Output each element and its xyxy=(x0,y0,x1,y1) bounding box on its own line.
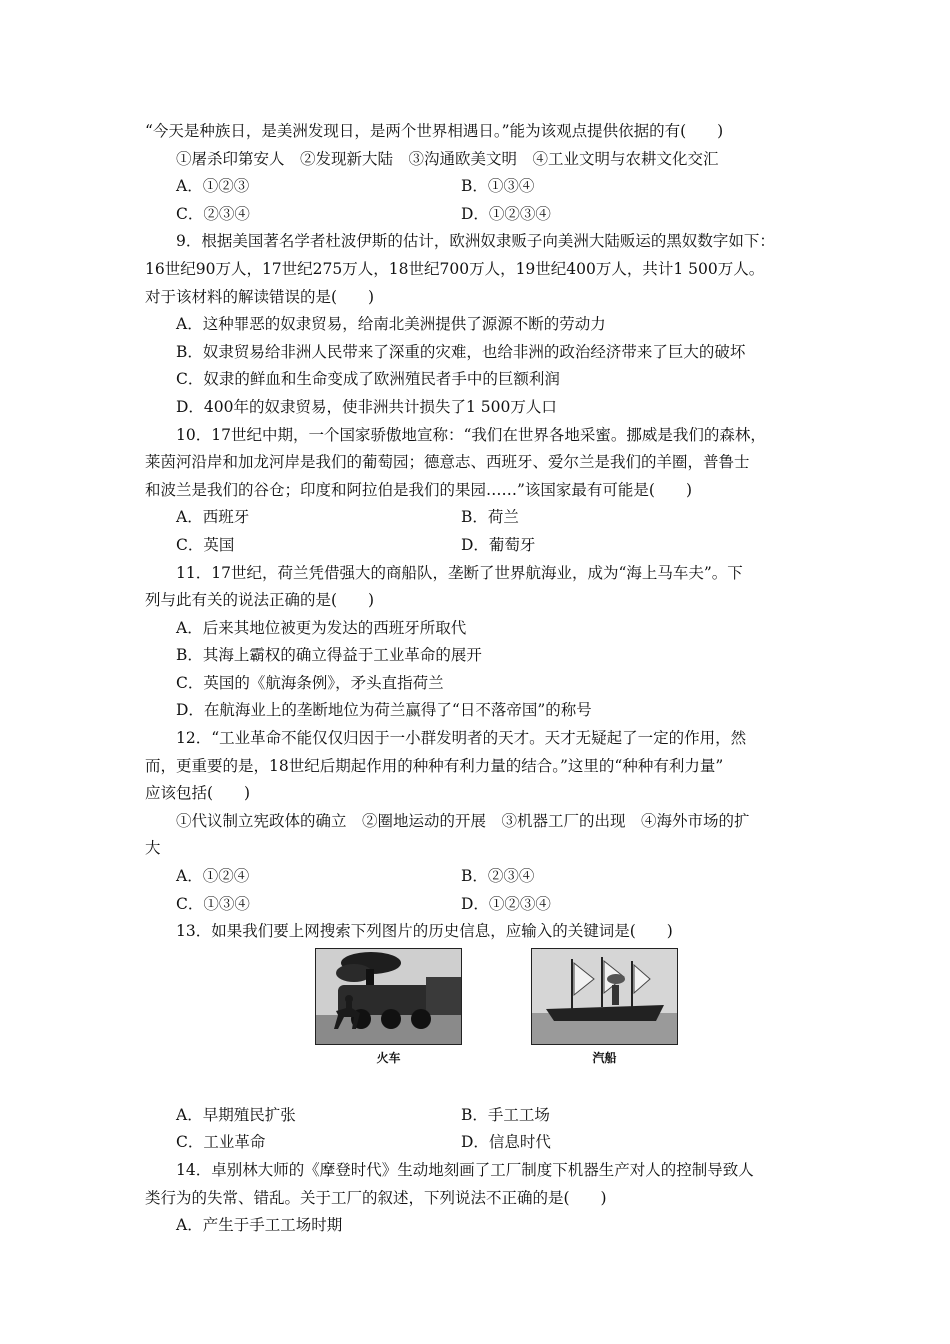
figure-caption-train: 火车 xyxy=(376,1050,401,1065)
q8-option-d[interactable]: D．①②③④ xyxy=(461,204,551,223)
q11-option-b[interactable]: B．其海上霸权的确立得益于工业革命的展开 xyxy=(176,646,482,665)
q13-stem: 13．如果我们要上网搜索下列图片的历史信息，应输入的关键词是( ) xyxy=(176,922,673,941)
q8-option-b[interactable]: B．①③④ xyxy=(461,177,535,196)
q8-options-row-1 xyxy=(145,173,815,201)
q8-option-c[interactable]: C．②③④ xyxy=(176,204,250,223)
q10-stem-line-2: 莱茵河沿岸和加龙河岸是我们的葡萄园；德意志、西班牙、爱尔兰是我们的羊圈，普鲁士 xyxy=(145,453,750,472)
q9-option-a[interactable]: A．这种罪恶的奴隶贸易，给南北美洲提供了源源不断的劳动力 xyxy=(176,315,606,334)
q9-option-c[interactable]: C．奴隶的鲜血和生命变成了欧洲殖民者手中的巨额利润 xyxy=(176,370,560,389)
q10-stem-line-1: 10．17世纪中期，一个国家骄傲地宣称：“我们在世界各地采蜜。挪威是我们的森林， xyxy=(176,425,766,444)
q10-option-b[interactable]: B．荷兰 xyxy=(461,508,519,527)
q13-option-a[interactable]: A．早期殖民扩张 xyxy=(176,1105,296,1124)
q13-options-row-2 xyxy=(145,1129,815,1157)
figure-caption-steamship: 汽船 xyxy=(592,1050,617,1065)
q12-stem-line-1: 12．“工业革命不能仅仅归因于一小群发明者的天才。天才无疑起了一定的作用，然 xyxy=(176,729,747,748)
q8-options-row-2 xyxy=(145,201,815,229)
q13-option-d[interactable]: D．信息时代 xyxy=(461,1133,551,1152)
q11-stem-line-2: 列与此有关的说法正确的是( ) xyxy=(145,591,375,610)
q12-options-row-1 xyxy=(145,863,815,891)
q10-option-d[interactable]: D．葡萄牙 xyxy=(461,535,536,554)
q12-items-line-2: 大 xyxy=(145,839,161,858)
q9-option-d[interactable]: D．400年的奴隶贸易，使非洲共计损失了1 500万人口 xyxy=(176,397,557,416)
q13-option-c[interactable]: C．工业革命 xyxy=(176,1133,266,1152)
q11-option-d[interactable]: D．在航海业上的垄断地位为荷兰赢得了“日不落帝国”的称号 xyxy=(176,701,592,720)
q12-option-d[interactable]: D．①②③④ xyxy=(461,894,551,913)
train-image xyxy=(315,948,462,1045)
q10-option-a[interactable]: A．西班牙 xyxy=(176,508,250,527)
q12-option-a[interactable]: A．①②④ xyxy=(176,867,250,886)
q12-option-c[interactable]: C．①③④ xyxy=(176,894,250,913)
q10-options-row-1 xyxy=(145,504,815,532)
question-page xyxy=(145,118,815,1240)
q10-options-row-2 xyxy=(145,532,815,560)
q12-stem-line-3: 应该包括( ) xyxy=(145,784,251,803)
q11-stem-line-1: 11．17世纪，荷兰凭借强大的商船队，垄断了世界航海业，成为“海上马车夫”。下 xyxy=(176,563,743,582)
q9-stem-line-3: 对于该材料的解读错误的是( ) xyxy=(145,287,375,306)
q11-option-c[interactable]: C．英国的《航海条例》，矛头直指荷兰 xyxy=(176,673,444,692)
q10-option-c[interactable]: C．英国 xyxy=(176,535,235,554)
q10-stem-line-3: 和波兰是我们的谷仓；印度和阿拉伯是我们的果园……”该国家最有可能是( ) xyxy=(145,480,693,499)
q9-stem-line-1: 9．根据美国著名学者杜波伊斯的估计，欧洲奴隶贩子向美洲大陆贩运的黑奴数字如下： xyxy=(176,232,775,251)
q12-option-b[interactable]: B．②③④ xyxy=(461,867,535,886)
figure-steamship xyxy=(531,948,678,1066)
q12-items-line-1: ①代议制立宪政体的确立 ②圈地运动的开展 ③机器工厂的出现 ④海外市场的扩 xyxy=(176,811,750,830)
q14-stem-line-2: 类行为的失常、错乱。关于工厂的叙述，下列说法不正确的是( ) xyxy=(145,1188,607,1207)
q13-option-b[interactable]: B．手工工场 xyxy=(461,1105,550,1124)
steamship-image xyxy=(531,948,678,1045)
q12-options-row-2 xyxy=(145,891,815,919)
q8-stem: “今天是种族日，是美洲发现日，是两个世界相遇日。”能为该观点提供依据的有( ) xyxy=(145,122,724,140)
q11-option-a[interactable]: A．后来其地位被更为发达的西班牙所取代 xyxy=(176,618,467,637)
q9-stem-line-2: 16世纪90万人，17世纪275万人，18世纪700万人，19世纪400万人，共计1 500万人。 xyxy=(145,259,765,278)
q14-option-a[interactable]: A．产生于手工工场时期 xyxy=(176,1216,343,1235)
q12-stem-line-2: 而，更重要的是，18世纪后期起作用的种种有利力量的结合。”这里的“种种有利力量” xyxy=(145,756,724,775)
q13-figures xyxy=(145,948,815,1098)
q14-stem-line-1: 14．卓别林大师的《摩登时代》生动地刻画了工厂制度下机器生产对人的控制导致人 xyxy=(176,1161,754,1179)
q9-option-b[interactable]: B．奴隶贸易给非洲人民带来了深重的灾难，也给非洲的政治经济带来了巨大的破坏 xyxy=(176,342,746,361)
q13-options-row-1 xyxy=(145,1102,815,1130)
q8-option-a[interactable]: A．①②③ xyxy=(176,177,250,196)
q8-items: ①屠杀印第安人 ②发现新大陆 ③沟通欧美文明 ④工业文明与农耕文化交汇 xyxy=(176,149,719,168)
figure-train xyxy=(315,948,462,1066)
